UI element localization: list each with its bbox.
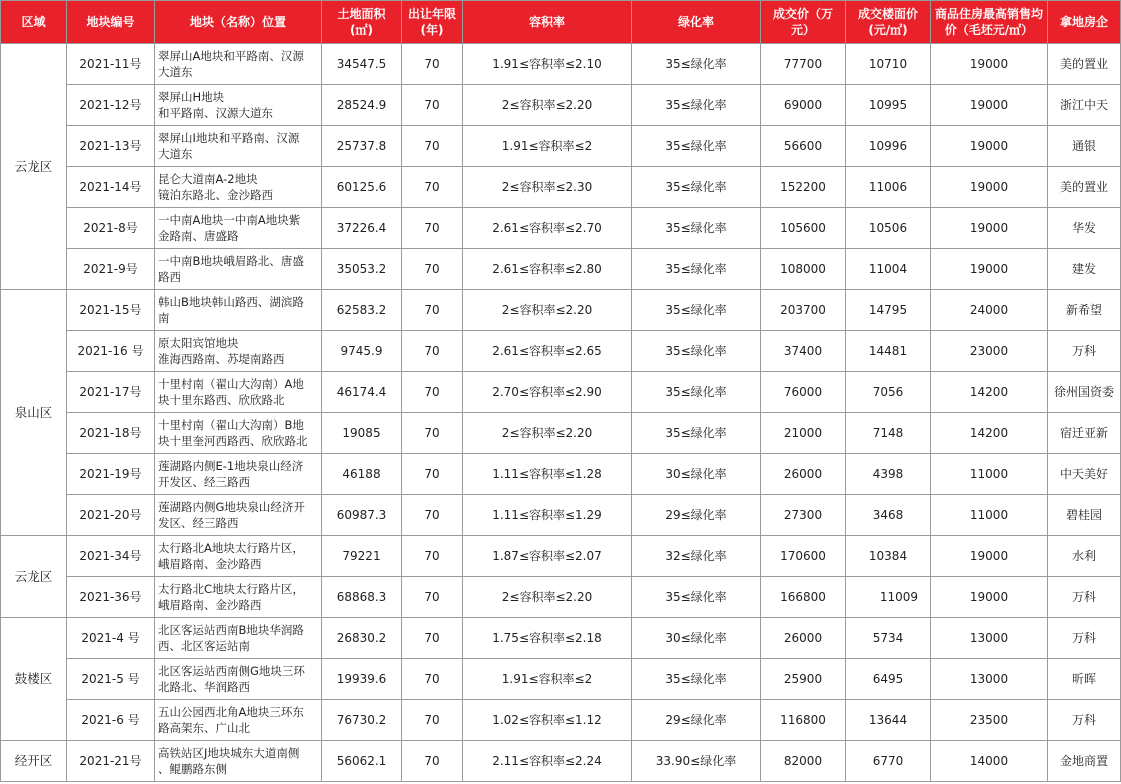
table-row — [1, 126, 1121, 167]
location-cell — [155, 85, 322, 126]
years-cell: 70 — [402, 536, 463, 577]
location-line-2: 镜泊东路北、金沙路西 — [158, 188, 273, 202]
area-cell: 76730.2 — [322, 700, 402, 741]
location-line-1: 太行路北C地块太行路片区， — [158, 582, 305, 596]
price-cell: 69000 — [761, 85, 846, 126]
area-cell: 35053.2 — [322, 249, 402, 290]
far-cell: 1.91≤容积率≤2 — [463, 126, 632, 167]
table-row — [1, 618, 1121, 659]
location-cell — [155, 495, 322, 536]
max-price-cell: 14200 — [931, 413, 1048, 454]
price-cell: 116800 — [761, 700, 846, 741]
green-rate-cell: 35≤绿化率 — [632, 44, 761, 85]
table-row — [1, 331, 1121, 372]
plot-no-cell: 2021-9号 — [67, 249, 155, 290]
location-cell — [155, 167, 322, 208]
buyer-cell: 中天美好 — [1048, 454, 1121, 495]
location-cell — [155, 618, 322, 659]
green-rate-cell: 35≤绿化率 — [632, 413, 761, 454]
green-rate-cell: 35≤绿化率 — [632, 372, 761, 413]
buyer-cell: 美的置业 — [1048, 44, 1121, 85]
header-location: 地块（名称）位置 — [155, 1, 322, 44]
far-cell: 1.11≤容积率≤1.28 — [463, 454, 632, 495]
location-line-1: 太行路北A地块太行路片区， — [158, 541, 304, 555]
plot-no-cell: 2021-11号 — [67, 44, 155, 85]
buyer-cell: 浙江中天 — [1048, 85, 1121, 126]
floor-price-cell: 10995 — [846, 85, 931, 126]
plot-no-cell: 2021-15号 — [67, 290, 155, 331]
location-line-2: 峨眉路南、金沙路西 — [158, 598, 262, 612]
floor-price-cell: 3468 — [846, 495, 931, 536]
area-cell: 60987.3 — [322, 495, 402, 536]
area-cell: 19085 — [322, 413, 402, 454]
region-cell: 云龙区 — [1, 44, 67, 290]
max-price-cell: 19000 — [931, 249, 1048, 290]
floor-price-cell: 13644 — [846, 700, 931, 741]
table-row — [1, 413, 1121, 454]
buyer-cell: 通银 — [1048, 126, 1121, 167]
green-rate-cell: 35≤绿化率 — [632, 208, 761, 249]
area-cell: 25737.8 — [322, 126, 402, 167]
location-cell — [155, 126, 322, 167]
price-cell: 56600 — [761, 126, 846, 167]
green-rate-cell: 29≤绿化率 — [632, 700, 761, 741]
plot-no-cell: 2021-34号 — [67, 536, 155, 577]
plot-no-cell: 2021-17号 — [67, 372, 155, 413]
far-cell: 1.02≤容积率≤1.12 — [463, 700, 632, 741]
plot-no-cell: 2021-19号 — [67, 454, 155, 495]
far-cell: 2≤容积率≤2.20 — [463, 85, 632, 126]
max-price-cell: 24000 — [931, 290, 1048, 331]
table-row — [1, 290, 1121, 331]
far-cell: 1.87≤容积率≤2.07 — [463, 536, 632, 577]
location-line-2: 路西 — [158, 270, 181, 284]
plot-no-cell: 2021-4 号 — [67, 618, 155, 659]
header-years: 出让年限 (年) — [402, 1, 463, 44]
area-cell: 46174.4 — [322, 372, 402, 413]
far-cell: 2≤容积率≤2.30 — [463, 167, 632, 208]
plot-no-cell: 2021-6 号 — [67, 700, 155, 741]
price-cell: 203700 — [761, 290, 846, 331]
far-cell: 1.11≤容积率≤1.29 — [463, 495, 632, 536]
plot-no-cell: 2021-36号 — [67, 577, 155, 618]
buyer-cell: 万科 — [1048, 577, 1121, 618]
area-cell: 62583.2 — [322, 290, 402, 331]
price-cell: 108000 — [761, 249, 846, 290]
location-line-1: 五山公园西北角A地块三环东 — [158, 705, 304, 719]
green-rate-cell: 30≤绿化率 — [632, 454, 761, 495]
area-cell: 28524.9 — [322, 85, 402, 126]
buyer-cell: 金地商置 — [1048, 741, 1121, 782]
max-price-cell: 19000 — [931, 126, 1048, 167]
header-green: 绿化率 — [632, 1, 761, 44]
area-cell: 34547.5 — [322, 44, 402, 85]
floor-price-cell: 14481 — [846, 331, 931, 372]
green-rate-cell: 30≤绿化率 — [632, 618, 761, 659]
green-rate-cell: 35≤绿化率 — [632, 249, 761, 290]
floor-price-cell: 7056 — [846, 372, 931, 413]
max-price-cell: 19000 — [931, 536, 1048, 577]
green-rate-cell: 35≤绿化率 — [632, 331, 761, 372]
location-line-2: 西、北区客运站南 — [158, 639, 250, 653]
price-cell: 82000 — [761, 741, 846, 782]
floor-price-cell: 14795 — [846, 290, 931, 331]
location-cell — [155, 44, 322, 85]
plot-no-cell: 2021-14号 — [67, 167, 155, 208]
years-cell: 70 — [402, 618, 463, 659]
header-buyer: 拿地房企 — [1048, 1, 1121, 44]
header-price: 成交价（万 元） — [761, 1, 846, 44]
far-cell: 1.75≤容积率≤2.18 — [463, 618, 632, 659]
region-cell: 鼓楼区 — [1, 618, 67, 741]
plot-no-cell: 2021-21号 — [67, 741, 155, 782]
buyer-cell: 碧桂园 — [1048, 495, 1121, 536]
green-rate-cell: 32≤绿化率 — [632, 536, 761, 577]
plot-no-cell: 2021-8号 — [67, 208, 155, 249]
table-row — [1, 249, 1121, 290]
area-cell: 26830.2 — [322, 618, 402, 659]
max-price-cell: 13000 — [931, 618, 1048, 659]
location-line-2: 金路南、唐盛路 — [158, 229, 239, 243]
table-row — [1, 85, 1121, 126]
location-cell — [155, 331, 322, 372]
area-cell: 46188 — [322, 454, 402, 495]
price-cell: 27300 — [761, 495, 846, 536]
location-line-2: 开发区、经三路西 — [158, 475, 250, 489]
table-row — [1, 577, 1121, 618]
location-line-2: 北路北、华润路西 — [158, 680, 250, 694]
far-cell: 1.91≤容积率≤2 — [463, 659, 632, 700]
region-cell: 经开区 — [1, 741, 67, 782]
years-cell: 70 — [402, 741, 463, 782]
area-cell: 56062.1 — [322, 741, 402, 782]
floor-price-cell: 10996 — [846, 126, 931, 167]
buyer-cell: 水利 — [1048, 536, 1121, 577]
buyer-cell: 徐州国资委 — [1048, 372, 1121, 413]
location-line-1: 高铁站区J地块城东大道南侧 — [158, 746, 300, 760]
table-row — [1, 454, 1121, 495]
location-line-2: 块十里奎河西路西、欣欣路北 — [158, 434, 308, 448]
location-cell — [155, 659, 322, 700]
table-row — [1, 700, 1121, 741]
buyer-cell: 万科 — [1048, 700, 1121, 741]
plot-no-cell: 2021-16 号 — [67, 331, 155, 372]
green-rate-cell: 35≤绿化率 — [632, 659, 761, 700]
buyer-cell: 宿迁亚新 — [1048, 413, 1121, 454]
green-rate-cell: 33.90≤绿化率 — [632, 741, 761, 782]
table-row — [1, 536, 1121, 577]
header-area: 土地面积 (㎡) — [322, 1, 402, 44]
location-cell — [155, 577, 322, 618]
location-line-2: 发区、经三路西 — [158, 516, 239, 530]
area-cell: 68868.3 — [322, 577, 402, 618]
floor-price-cell: 6770 — [846, 741, 931, 782]
max-price-cell: 11000 — [931, 454, 1048, 495]
location-line-1: 一中南B地块峨眉路北、唐盛 — [158, 254, 304, 268]
location-line-1: 莲湖路内侧E-1地块泉山经济 — [158, 459, 304, 473]
floor-price-cell: 10710 — [846, 44, 931, 85]
table-row — [1, 495, 1121, 536]
far-cell: 2.70≤容积率≤2.90 — [463, 372, 632, 413]
green-rate-cell: 35≤绿化率 — [632, 85, 761, 126]
table-row — [1, 167, 1121, 208]
header-far: 容积率 — [463, 1, 632, 44]
far-cell: 2.61≤容积率≤2.80 — [463, 249, 632, 290]
location-line-1: 一中南A地块一中南A地块紫 — [158, 213, 301, 227]
plot-no-cell: 2021-5 号 — [67, 659, 155, 700]
years-cell: 70 — [402, 495, 463, 536]
area-cell: 79221 — [322, 536, 402, 577]
location-line-2: 、鲲鹏路东侧 — [158, 762, 227, 776]
location-cell — [155, 536, 322, 577]
region-cell: 云龙区 — [1, 536, 67, 618]
far-cell: 1.91≤容积率≤2.10 — [463, 44, 632, 85]
floor-price-cell: 11004 — [846, 249, 931, 290]
buyer-cell: 美的置业 — [1048, 167, 1121, 208]
far-cell: 2.61≤容积率≤2.70 — [463, 208, 632, 249]
price-cell: 152200 — [761, 167, 846, 208]
years-cell: 70 — [402, 413, 463, 454]
location-line-2: 和平路南、汉源大道东 — [158, 106, 273, 120]
far-cell: 2≤容积率≤2.20 — [463, 290, 632, 331]
years-cell: 70 — [402, 700, 463, 741]
location-line-2: 大道东 — [158, 65, 193, 79]
buyer-cell: 建发 — [1048, 249, 1121, 290]
price-cell: 26000 — [761, 454, 846, 495]
buyer-cell: 万科 — [1048, 618, 1121, 659]
years-cell: 70 — [402, 167, 463, 208]
location-cell — [155, 741, 322, 782]
years-cell: 70 — [402, 331, 463, 372]
buyer-cell: 新希望 — [1048, 290, 1121, 331]
location-cell — [155, 208, 322, 249]
years-cell: 70 — [402, 85, 463, 126]
location-line-1: 莲湖路内侧G地块泉山经济开 — [158, 500, 305, 514]
header-region: 区域 — [1, 1, 67, 44]
area-cell: 37226.4 — [322, 208, 402, 249]
price-cell: 77700 — [761, 44, 846, 85]
floor-price-cell: 10506 — [846, 208, 931, 249]
years-cell: 70 — [402, 208, 463, 249]
location-line-1: 翠屏山I地块和平路南、汉源 — [158, 131, 300, 145]
header-max-price: 商品住房最高销售均 价（毛坯元/㎡） — [931, 1, 1048, 44]
years-cell: 70 — [402, 249, 463, 290]
floor-price-cell: 7148 — [846, 413, 931, 454]
max-price-cell: 23000 — [931, 331, 1048, 372]
price-cell: 170600 — [761, 536, 846, 577]
max-price-cell: 14200 — [931, 372, 1048, 413]
green-rate-cell: 35≤绿化率 — [632, 577, 761, 618]
location-cell — [155, 700, 322, 741]
location-line-2: 块十里东路西、欣欣路北 — [158, 393, 285, 407]
location-line-2: 峨眉路南、金沙路西 — [158, 557, 262, 571]
floor-price-cell: 10384 — [846, 536, 931, 577]
max-price-cell: 19000 — [931, 577, 1048, 618]
years-cell: 70 — [402, 577, 463, 618]
green-rate-cell: 29≤绿化率 — [632, 495, 761, 536]
years-cell: 70 — [402, 44, 463, 85]
floor-price-cell: 11009 — [846, 577, 931, 618]
max-price-cell: 19000 — [931, 44, 1048, 85]
max-price-cell: 13000 — [931, 659, 1048, 700]
years-cell: 70 — [402, 454, 463, 495]
floor-price-cell: 11006 — [846, 167, 931, 208]
location-line-1: 北区客运站西南侧G地块三环 — [158, 664, 305, 678]
max-price-cell: 19000 — [931, 85, 1048, 126]
location-cell — [155, 249, 322, 290]
location-line-1: 韩山B地块韩山路西、湖滨路 — [158, 295, 304, 309]
price-cell: 166800 — [761, 577, 846, 618]
table-row — [1, 372, 1121, 413]
table-row — [1, 741, 1121, 782]
floor-price-cell: 5734 — [846, 618, 931, 659]
location-cell — [155, 454, 322, 495]
floor-price-cell: 4398 — [846, 454, 931, 495]
price-cell: 26000 — [761, 618, 846, 659]
buyer-cell: 昕晖 — [1048, 659, 1121, 700]
location-line-1: 翠屏山H地块 — [158, 90, 225, 104]
plot-no-cell: 2021-20号 — [67, 495, 155, 536]
years-cell: 70 — [402, 290, 463, 331]
price-cell: 21000 — [761, 413, 846, 454]
far-cell: 2≤容积率≤2.20 — [463, 577, 632, 618]
max-price-cell: 23500 — [931, 700, 1048, 741]
table-row — [1, 208, 1121, 249]
location-line-2: 大道东 — [158, 147, 193, 161]
header-plot-no: 地块编号 — [67, 1, 155, 44]
location-line-1: 十里村南（翟山大沟南）A地 — [158, 377, 304, 391]
location-line-2: 淮海西路南、苏堤南路西 — [158, 352, 285, 366]
buyer-cell: 万科 — [1048, 331, 1121, 372]
max-price-cell: 14000 — [931, 741, 1048, 782]
buyer-cell: 华发 — [1048, 208, 1121, 249]
price-cell: 76000 — [761, 372, 846, 413]
far-cell: 2.11≤容积率≤2.24 — [463, 741, 632, 782]
location-cell — [155, 413, 322, 454]
far-cell: 2≤容积率≤2.20 — [463, 413, 632, 454]
location-cell — [155, 290, 322, 331]
location-line-1: 翠屏山A地块和平路南、汉源 — [158, 49, 304, 63]
plot-no-cell: 2021-13号 — [67, 126, 155, 167]
location-line-2: 南 — [158, 311, 170, 325]
floor-price-cell: 6495 — [846, 659, 931, 700]
years-cell: 70 — [402, 659, 463, 700]
price-cell: 25900 — [761, 659, 846, 700]
years-cell: 70 — [402, 126, 463, 167]
header-floor-price: 成交楼面价 (元/㎡) — [846, 1, 931, 44]
table-row — [1, 659, 1121, 700]
location-line-1: 昆仑大道南A-2地块 — [158, 172, 258, 186]
region-cell: 泉山区 — [1, 290, 67, 536]
green-rate-cell: 35≤绿化率 — [632, 126, 761, 167]
area-cell: 19939.6 — [322, 659, 402, 700]
price-cell: 37400 — [761, 331, 846, 372]
plot-no-cell: 2021-18号 — [67, 413, 155, 454]
plot-no-cell: 2021-12号 — [67, 85, 155, 126]
location-line-2: 路高架东、广山北 — [158, 721, 250, 735]
max-price-cell: 19000 — [931, 208, 1048, 249]
price-cell: 105600 — [761, 208, 846, 249]
location-line-1: 十里村南（翟山大沟南）B地 — [158, 418, 304, 432]
location-line-1: 原太阳宾馆地块 — [158, 336, 239, 350]
area-cell: 60125.6 — [322, 167, 402, 208]
location-cell — [155, 372, 322, 413]
max-price-cell: 11000 — [931, 495, 1048, 536]
green-rate-cell: 35≤绿化率 — [632, 290, 761, 331]
location-line-1: 北区客运站西南B地块华润路 — [158, 623, 304, 637]
years-cell: 70 — [402, 372, 463, 413]
far-cell: 2.61≤容积率≤2.65 — [463, 331, 632, 372]
green-rate-cell: 35≤绿化率 — [632, 167, 761, 208]
area-cell: 9745.9 — [322, 331, 402, 372]
table-row — [1, 44, 1121, 85]
header-row — [1, 1, 1121, 44]
max-price-cell: 19000 — [931, 167, 1048, 208]
